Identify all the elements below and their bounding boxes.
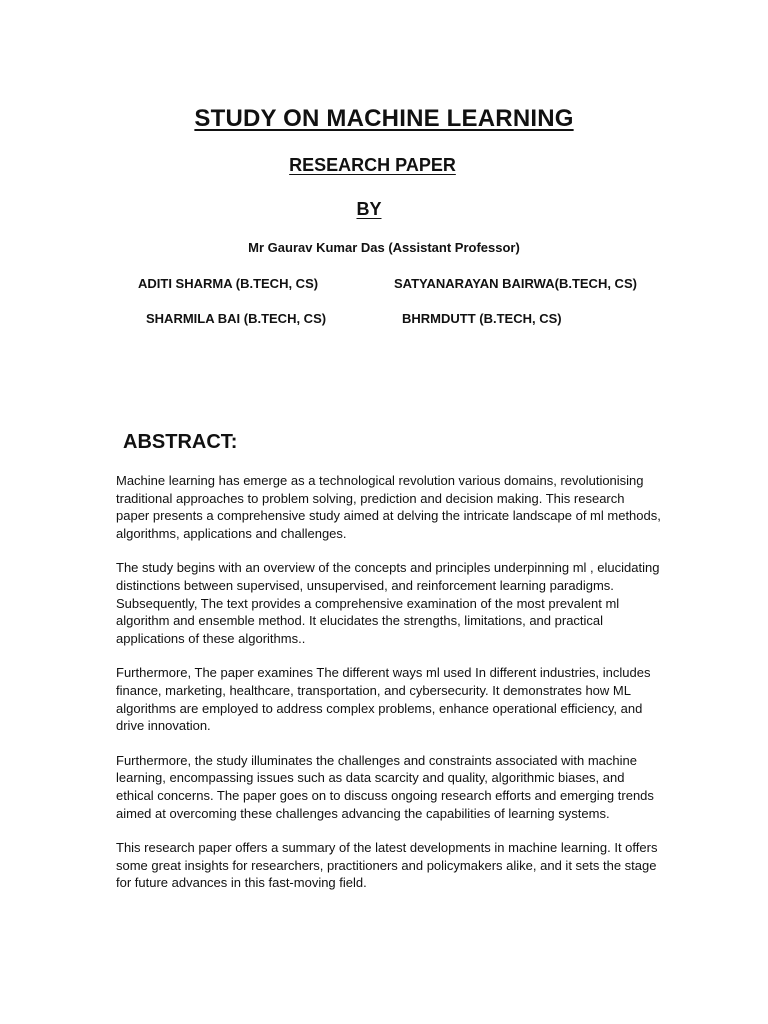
abstract-paragraph-4: Furthermore, the study illuminates the challenges and constraints associated with machine learning, encompassing issues such as data scarcity and quality, algorithmic biases, and ethical concerns. The paper goes on to discuss ongoing research efforts and emerging trends aimed at overcoming these challenges advancing the capabilities of learning systems. [116,752,654,821]
abstract-paragraph-1: Machine learning has emerge as a technological revolution various domains, revolutionising traditional approaches to problem solving, prediction and decision making. This research paper presents a comprehensive study aimed at delving the intricate landscape of ml methods, algorithms, applications and challenges. [116,473,661,541]
by-label: BY [356,199,382,219]
abstract-paragraph-3: Furthermore, The paper examines The different ways ml used In different industries, includes finance, marketing, healthcare, transportation, and cybersecurity. It demonstrates how ML algorithms are employed to address complex problems, enhance operational efficiency, and drive innovation. [116,665,651,734]
author-2: SATYANARAYAN BAIRWA(B.TECH, CS) [394,276,637,291]
author-1: ADITI SHARMA (B.TECH, CS) [138,276,319,291]
author-3: SHARMILA BAI (B.TECH, CS) [146,311,327,326]
abstract-paragraph-5: This research paper offers a summary of the latest developments in machine learning. It offers some great insights for researchers, practitioners and policymakers alike, and it sets the stage for future advances in this fast-moving field. [116,840,658,891]
paper-title: STUDY ON MACHINE LEARNING [194,105,574,132]
author-4: BHRMDUTT (B.TECH, CS) [402,311,562,326]
abstract-paragraph-2: The study begins with an overview of the concepts and principles underpinning ml , elucidating distinctions between supervised, unsupervised, and reinforcement learning paradigms. Subsequently, The text provides a comprehensive examination of the most prevalent ml algorithm and ensemble method. It elucidates the strengths, limitations, and practical applications of these algorithms.. [116,560,660,646]
abstract-body [116,472,661,909]
abstract-heading: ABSTRACT: [123,431,238,453]
paper-subtitle: RESEARCH PAPER [289,155,456,175]
supervisor-name: Mr Gaurav Kumar Das (Assistant Professor) [248,240,520,255]
